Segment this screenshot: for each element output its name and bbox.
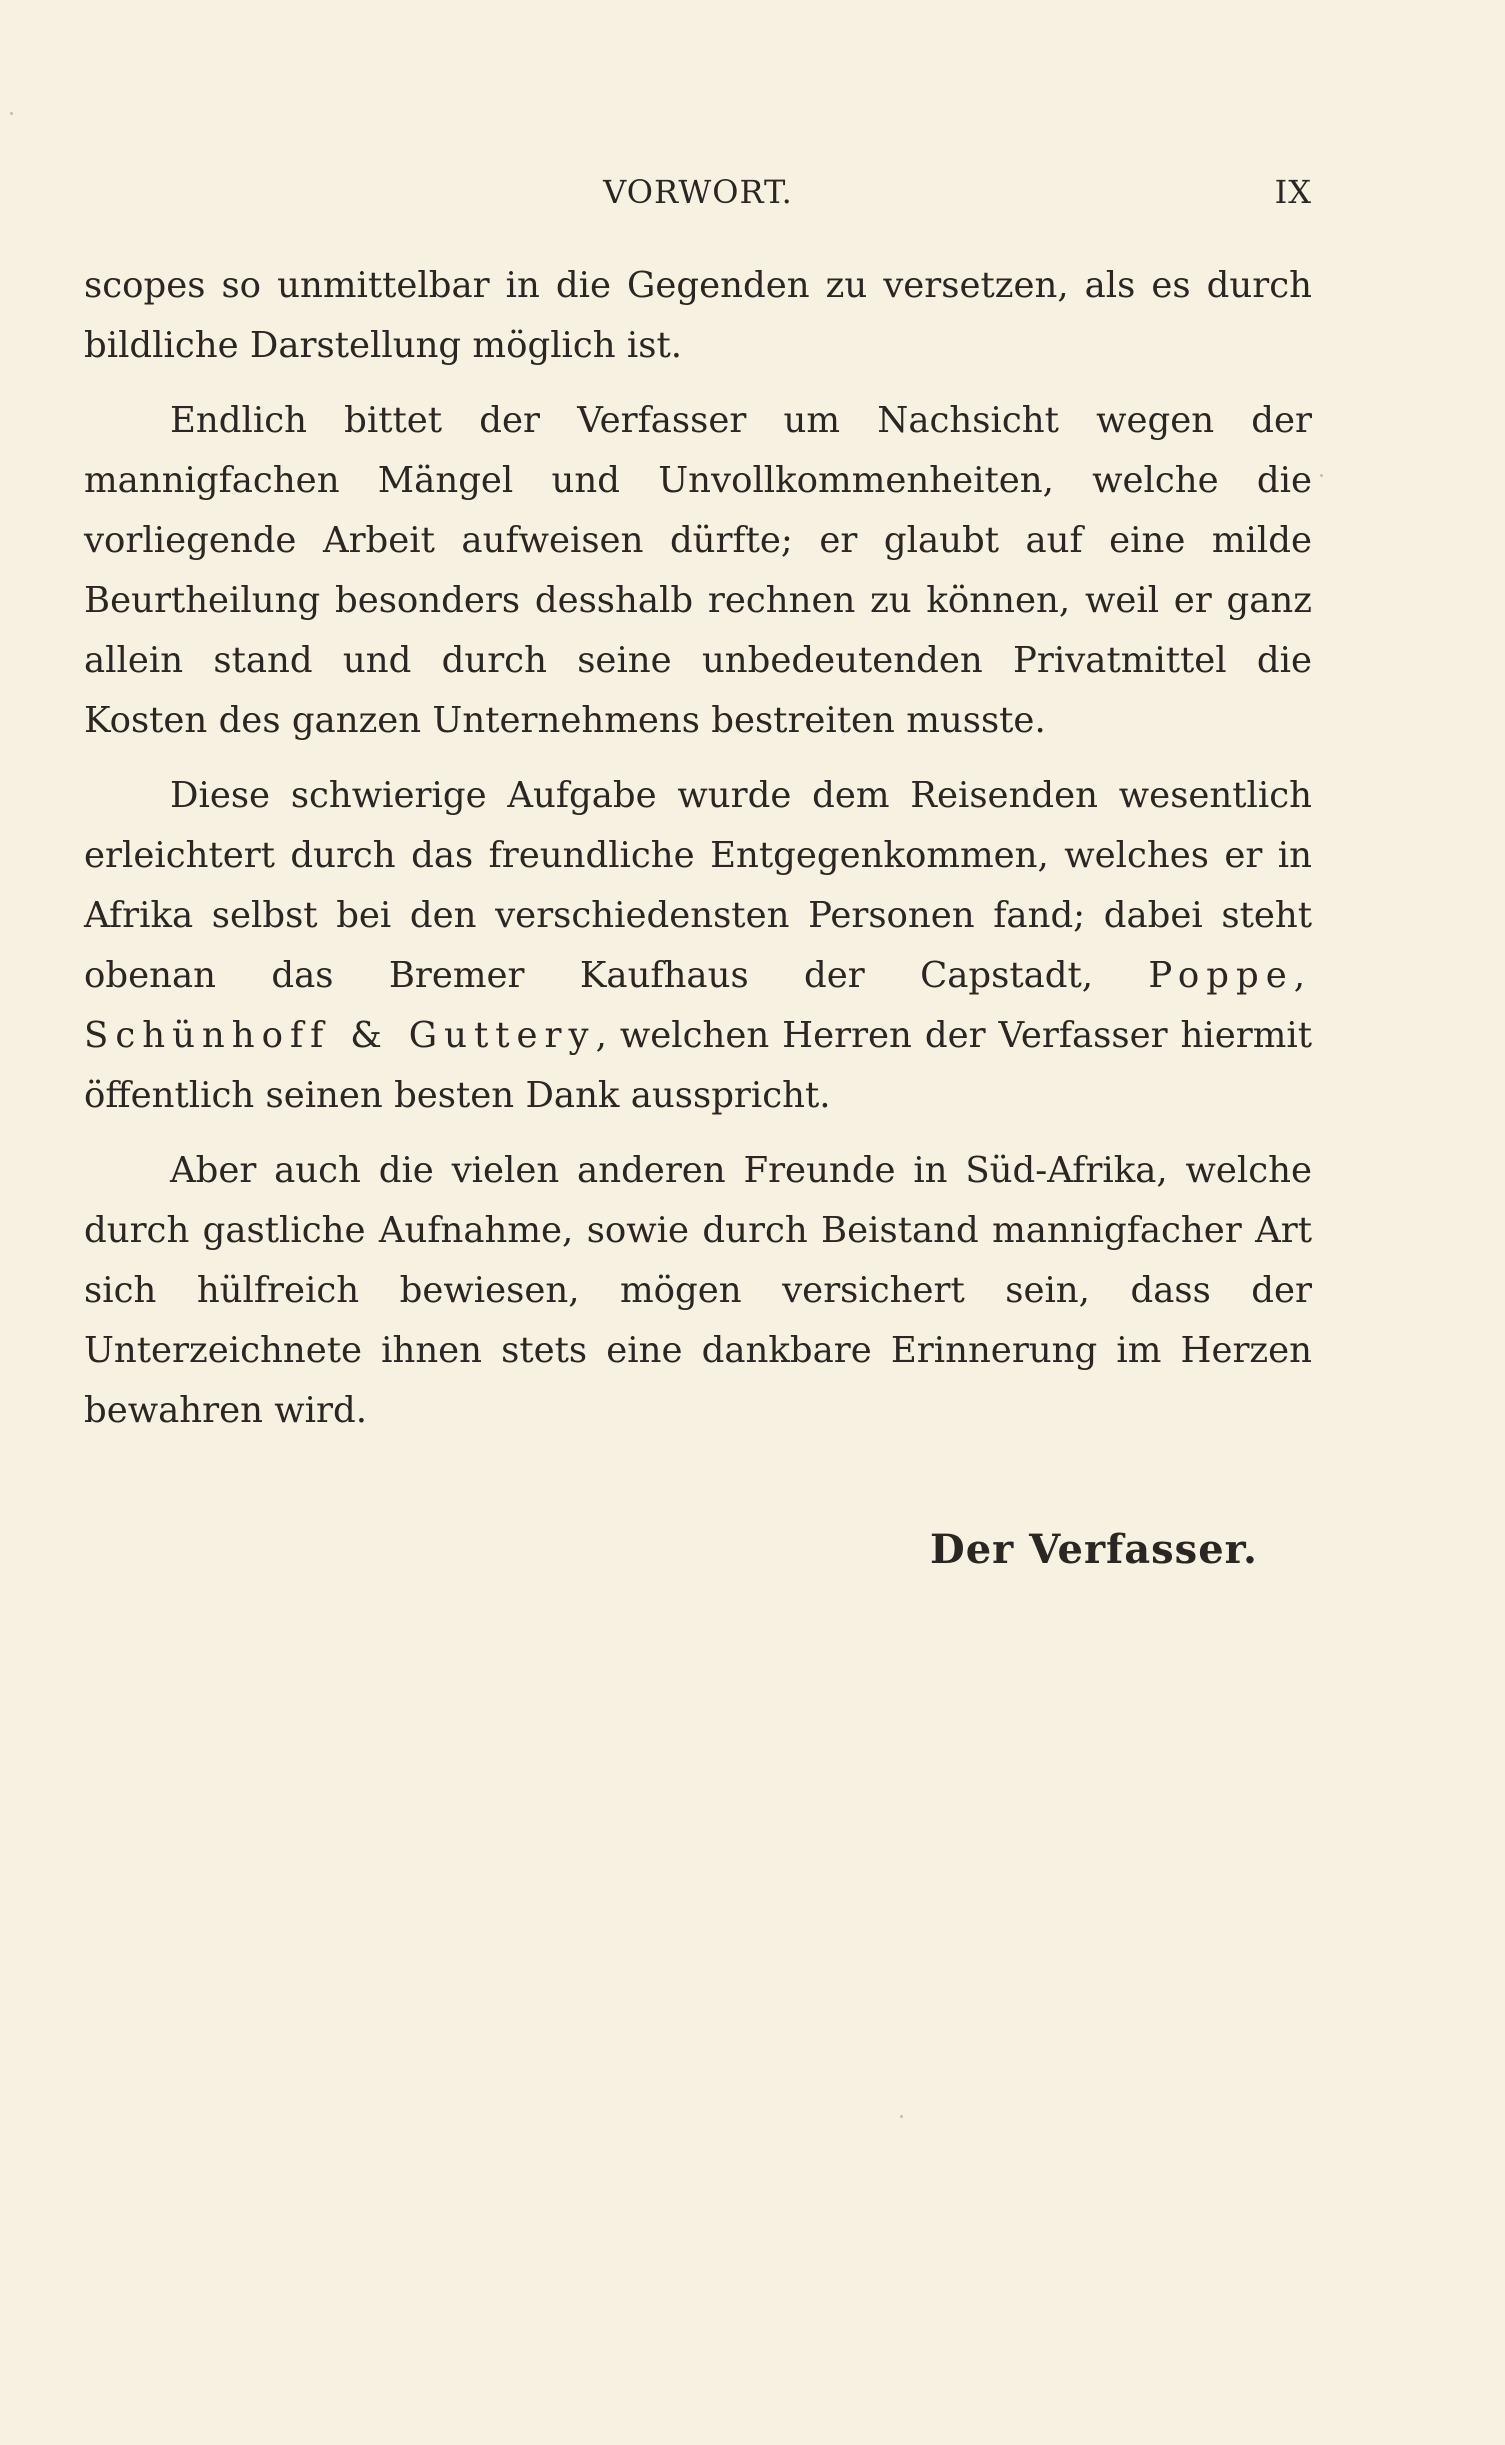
paper-speck	[1320, 474, 1323, 477]
paragraph-text: Endlich bittet der Verfasser um Nachsicht wegen der mannigfachen Mängel und Unvollkommenheiten, welche die vorliegende Arbeit aufweisen dürfte; er glaubt auf eine milde Beurtheilung besonders desshalb rechnen zu können, weil er ganz allein stand und durch seine unbedeutenden Privatmittel die Kosten des ganzen Unternehmens bestreiten musste.	[84, 400, 1312, 741]
running-head-title: VORWORT.	[603, 173, 793, 211]
paragraph	[84, 256, 1312, 376]
paragraph-text: , welchen Herren der Verfasser hiermit öffentlich seinen besten Dank ausspricht.	[84, 1015, 1312, 1116]
paragraph-text: scopes so unmittelbar in die Gegenden zu versetzen, als es durch bildliche Darstellung möglich ist.	[84, 265, 1312, 366]
body-text	[84, 256, 1312, 1441]
paragraph	[84, 1141, 1312, 1441]
paper-speck	[10, 112, 13, 115]
paper-speck	[900, 2115, 903, 2118]
paragraph	[84, 391, 1312, 751]
paragraph	[84, 766, 1312, 1126]
running-head	[84, 172, 1312, 216]
firm-name: Poppe, Schünhoff & Guttery	[84, 955, 1312, 1056]
page-number: IX	[1274, 173, 1312, 211]
paragraph-text: Aber auch die vielen anderen Freunde in Süd-Afrika, welche durch gastliche Aufnahme, sowie durch Beistand mannigfacher Art sich hülfreich bewiesen, mögen versichert sein, dass der Unterzeichnete ihnen stets eine dankbare Erinnerung im Herzen bewahren wird.	[84, 1150, 1312, 1431]
signature: Der Verfasser.	[930, 1526, 1258, 1573]
paragraph-text: Diese schwierige Aufgabe wurde dem Reisenden wesentlich erleichtert durch das freundliche Entgegenkommen, welches er in Afrika selbst bei den verschiedensten Personen fand; dabei steht obenan das Bremer Kaufhaus der Capstadt,	[84, 775, 1312, 996]
